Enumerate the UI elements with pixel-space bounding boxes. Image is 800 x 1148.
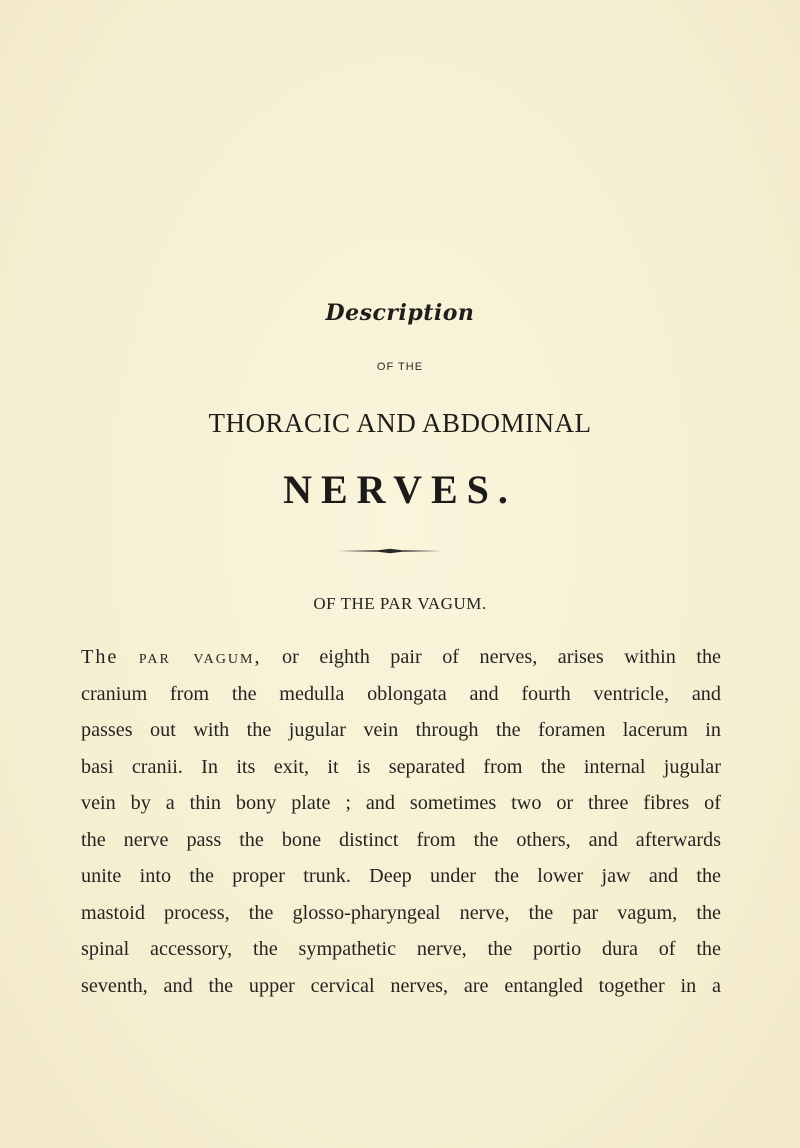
paragraph-line-10: seventh, and the upper cervical nerves, are entangled together in a [81, 974, 721, 997]
lead-smallcaps: par vagum, [138, 646, 262, 668]
paragraph-line-8: mastoid process, the glosso-pharyngeal nerve, the par vagum, the [81, 901, 721, 924]
paragraph-line-7: unite into the proper trunk. Deep under the lower jaw and the [81, 865, 721, 887]
ornamental-rule [338, 548, 442, 554]
paragraph-line-9: spinal accessory, the sympathetic nerve, the portio dura of the [81, 938, 721, 960]
section-title: OF THE PAR VAGUM. [313, 594, 487, 613]
paragraph-line-1 [81, 639, 721, 676]
description-heading: Description [325, 300, 475, 326]
paragraph [81, 639, 721, 1004]
lead-word: The [81, 646, 119, 668]
paragraph-line-2: cranium from the medulla oblongata and fourth ventricle, and [81, 682, 721, 705]
of-the-label: OF THE [376, 361, 424, 373]
main-title-line2: NERVES. [283, 467, 517, 512]
paragraph-line-5: vein by a thin bony plate ; and sometimes two or three fibres of [81, 792, 721, 814]
main-title-line1: THORACIC AND ABDOMINAL [208, 408, 592, 438]
paragraph-line-4: basi cranii. In its exit, it is separated from the internal jugular [81, 755, 721, 778]
paragraph-line-3: passes out with the jugular vein through the foramen lacerum in [81, 719, 721, 741]
line-text: or eighth pair of nerves, arises within the [282, 646, 721, 668]
paragraph-line-6: the nerve pass the bone distinct from the others, and afterwards [81, 828, 721, 851]
